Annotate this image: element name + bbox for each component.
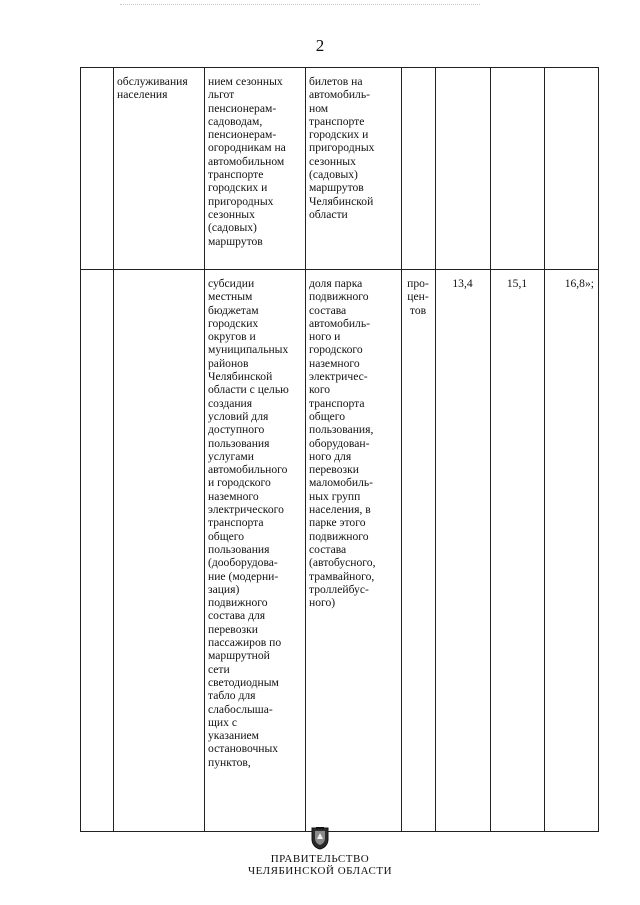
cell-text: обслуживания населения bbox=[117, 75, 188, 102]
table-cell-value-2 bbox=[491, 270, 545, 832]
table-cell-value-3 bbox=[545, 68, 599, 270]
table-cell-indicator bbox=[306, 68, 402, 270]
footer-line-1: ПРАВИТЕЛЬСТВО bbox=[270, 853, 370, 865]
table-cell-task bbox=[114, 270, 205, 832]
table-cell-value-3 bbox=[545, 270, 599, 832]
coat-of-arms-icon bbox=[310, 826, 330, 850]
table-cell-indicator bbox=[306, 270, 402, 832]
table-cell-value-2 bbox=[491, 68, 545, 270]
footer-stamp bbox=[0, 826, 640, 877]
cell-text: про- цен- тов bbox=[407, 277, 429, 317]
table-row bbox=[81, 270, 599, 832]
cell-text: доля парка подвижного состава автомобиль- ного и городского наземного электричес- кого транспорта общего пользования, оборудован- ного для перевозки маломобиль- ных групп населения, в парке этого подвижного состава (автобусного, трамвайного, троллейбус- ного) bbox=[309, 277, 376, 610]
table-cell-measure bbox=[205, 270, 306, 832]
cell-text: билетов на автомобиль- ном транспорте городских и пригородных сезонных (садовых) маршрутов Челябинской области bbox=[309, 75, 375, 221]
table-cell-measure bbox=[205, 68, 306, 270]
table-cell-unit bbox=[402, 68, 436, 270]
table-cell-value-1 bbox=[436, 68, 491, 270]
table-cell-number bbox=[81, 68, 114, 270]
data-table bbox=[80, 67, 599, 832]
table-row bbox=[81, 68, 599, 270]
cell-text: 13,4 bbox=[452, 277, 473, 290]
table-cell-number bbox=[81, 270, 114, 832]
table-cell-value-1 bbox=[436, 270, 491, 832]
table-cell-unit bbox=[402, 270, 436, 832]
table-cell-task bbox=[114, 68, 205, 270]
scan-header-mark bbox=[120, 4, 480, 8]
cell-text: 16,8»; bbox=[564, 277, 594, 290]
cell-text: 15,1 bbox=[506, 277, 528, 290]
footer-line-2: ЧЕЛЯБИНСКОЙ ОБЛАСТИ bbox=[247, 865, 393, 877]
cell-text: субсидии местным бюджетам городских округов и муниципальных районов Челябинской области с целью создания условий для доступного пользования услугами автомобильного и городского наземного электрического транспорта общего пользования (дооборудова- ние (модерни- зация) подвижного состава для перевозки пассажиров по маршрутной сети светодиодным табло для слабослыша- щих с указанием остановочных пунктов, bbox=[208, 277, 289, 769]
page-number: 2 bbox=[315, 36, 325, 55]
cell-text: нием сезонных льгот пенсионерам- садоводам, пенсионерам- огородникам на автомобильном транспорте городских и пригородных сезонных (садовых) маршрутов bbox=[208, 75, 286, 248]
